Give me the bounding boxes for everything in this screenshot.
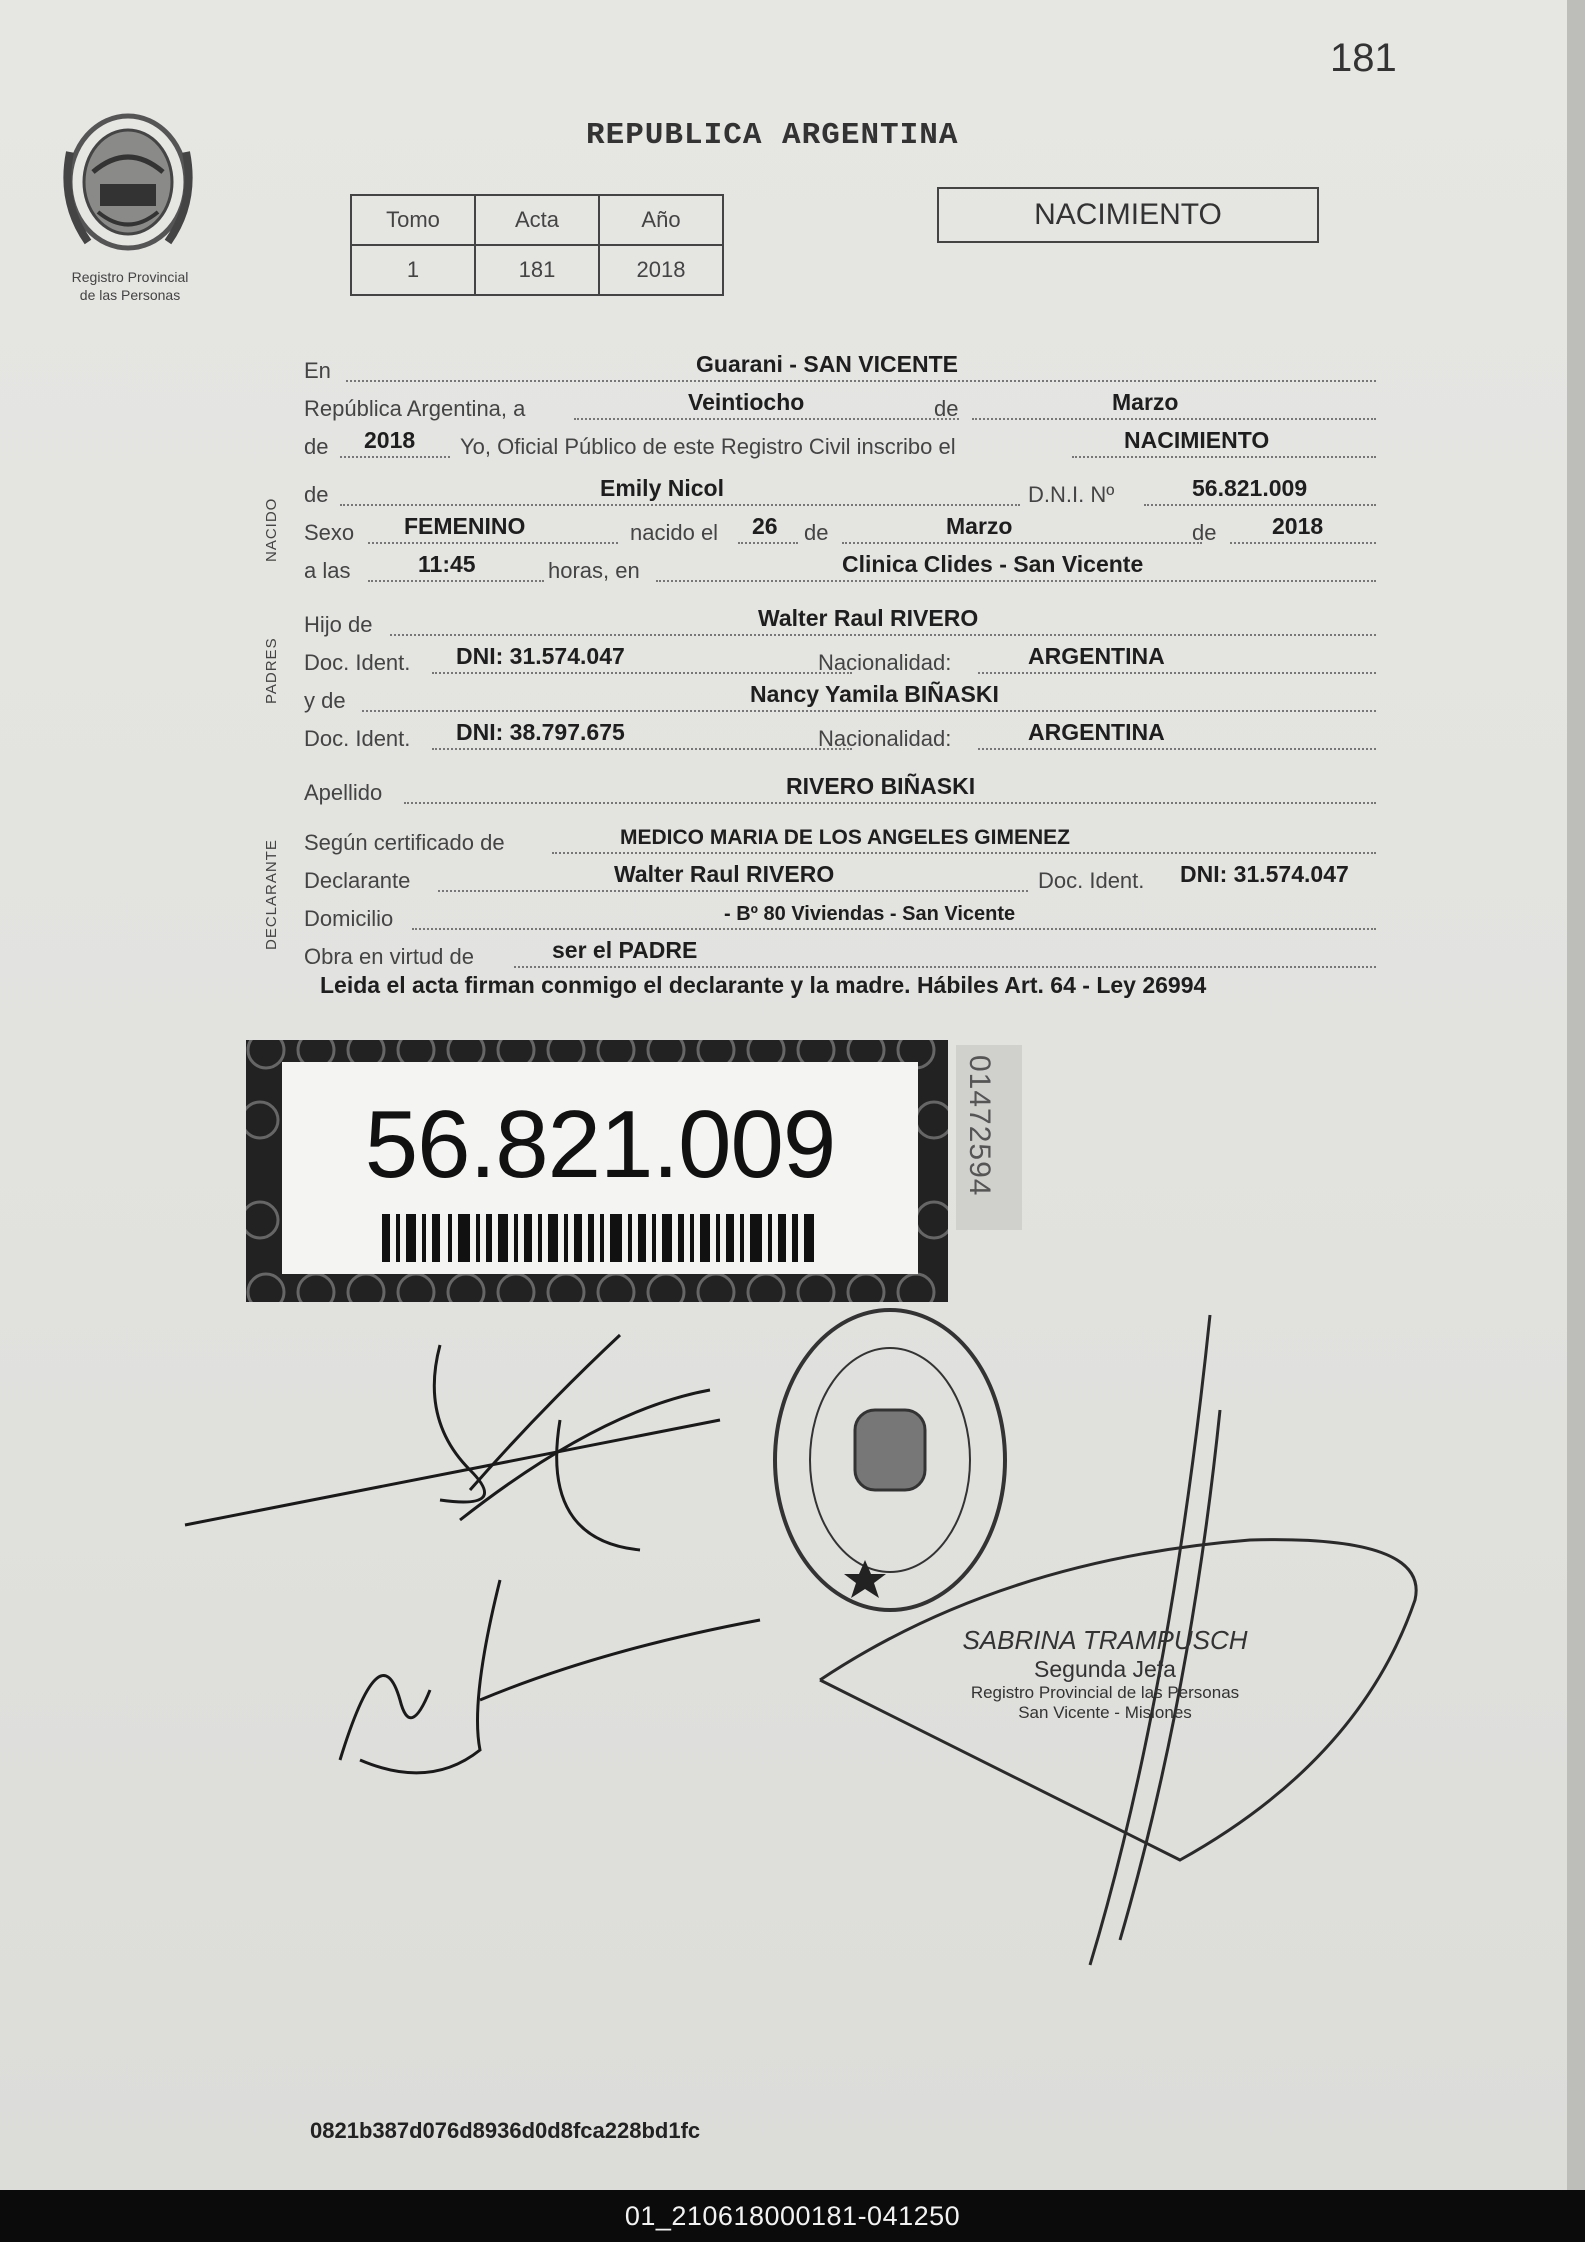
row-place: En Guarani - SAN VICENTE (304, 356, 1379, 386)
official-office: Registro Provincial de las Personas (970, 1683, 1240, 1702)
birth-time-value: 11:45 (418, 551, 476, 577)
child-name-value: Emily Nicol (600, 475, 724, 501)
record-type-box: NACIMIENTO (937, 187, 1319, 243)
declarant-value: Walter Raul RIVERO (614, 861, 835, 887)
mother-signature (340, 1580, 760, 1773)
seal-caption: Registro Provincial de las Personas (71, 269, 189, 303)
birth-month-value: Marzo (946, 513, 1013, 539)
footer-filename: 01_210618000181-041250 (0, 2190, 1585, 2242)
inscribe-type-value: NACIMIENTO (1124, 427, 1270, 453)
row-declarant: Declarante Walter Raul RIVERO Doc. Ident. DNI: 31.574.047 (304, 861, 1349, 893)
row-father-doc: Doc. Ident. DNI: 31.574.047 Nacionalidad: ARGENTINA (304, 648, 1379, 678)
declarant-doc-value: DNI: 31.574.047 (1180, 861, 1349, 887)
closing-text: Leida el acta firman conmigo el declarante y la madre. Hábiles Art. 64 - Ley 26994 (320, 972, 1207, 998)
document-hash: 0821b387d076d8936d0d8fca228bd1fc (310, 2118, 701, 2143)
row-address: Domicilio - Bº 80 Viviendas - San Vicente (304, 904, 1379, 934)
row-surname: Apellido RIVERO BIÑASKI (304, 778, 1379, 808)
mother-nationality-value: ARGENTINA (1028, 719, 1165, 745)
day-words-value: Veintiocho (688, 389, 805, 415)
father-name-value: Walter Raul RIVERO (758, 605, 979, 631)
official-signature-block (940, 1625, 1270, 1723)
document-title: REPUBLICA ARGENTINA (586, 118, 959, 153)
value-ano: 2018 (599, 245, 723, 295)
father-nationality-value: ARGENTINA (1028, 643, 1165, 669)
year-value: 2018 (364, 427, 416, 453)
side-label-born: NACIDO (263, 497, 280, 562)
row-year: de 2018 Yo, Oficial Público de este Registro Civil inscribo el NACIMIENTO (304, 432, 1379, 462)
side-label-declarant: DECLARANTE (263, 839, 280, 950)
birth-year-value: 2018 (1272, 513, 1324, 539)
father-doc-value: DNI: 31.574.047 (456, 643, 625, 669)
header-tomo: Tomo (351, 195, 475, 245)
sex-value: FEMENINO (404, 513, 526, 539)
side-label-parents: PADRES (263, 637, 280, 704)
address-value: - Bº 80 Viviendas - San Vicente (724, 903, 1016, 925)
row-time-place: a las 11:45 horas, en Clinica Clides - San Vicente (304, 556, 1379, 586)
mother-name-value: Nancy Yamila BIÑASKI (750, 681, 999, 707)
header-ano: Año (599, 195, 723, 245)
child-dni-value: 56.821.009 (1192, 475, 1308, 501)
page-number: 181 (1330, 36, 1397, 80)
birth-place-value: Clinica Clides - San Vicente (842, 551, 1144, 577)
certificate-value: MEDICO MARIA DE LOS ANGELES GIMENEZ (620, 826, 1070, 849)
header-acta: Acta (475, 195, 599, 245)
row-name: de Emily Nicol D.N.I. Nº 56.821.009 (304, 480, 1379, 510)
official-office-city: San Vicente - Misiones (1018, 1703, 1192, 1722)
row-capacity: Obra en virtud de ser el PADRE (304, 942, 1379, 972)
birth-day-value: 26 (752, 513, 778, 539)
month-value: Marzo (1112, 389, 1179, 415)
official-role: Segunda Jefa (1034, 1656, 1176, 1682)
serial-number: 01472594 (963, 1055, 996, 1197)
mother-doc-value: DNI: 38.797.675 (456, 719, 625, 745)
surname-value: RIVERO BIÑASKI (786, 773, 976, 799)
capacity-value: ser el PADRE (552, 937, 698, 963)
declarant-signature (185, 1335, 720, 1550)
value-tomo: 1 (351, 245, 475, 295)
row-mother: y de Nancy Yamila BIÑASKI (304, 686, 1379, 716)
value-acta: 181 (475, 245, 599, 295)
row-sex: Sexo FEMENINO nacido el 26 de Marzo de 2018 (304, 518, 1379, 548)
row-mother-doc: Doc. Ident. DNI: 38.797.675 Nacionalidad: ARGENTINA (304, 724, 1379, 754)
place-value: Guarani - SAN VICENTE (696, 351, 958, 377)
row-certificate: Según certificado de MEDICO MARIA DE LOS ANGELES GIMENEZ (304, 828, 1379, 858)
official-round-stamp (775, 1310, 1005, 1610)
row-date: República Argentina, a Veintiocho de Marzo (304, 394, 1379, 424)
row-father: Hijo de Walter Raul RIVERO (304, 610, 1379, 640)
official-name: SABRINA TRAMPUSCH (962, 1625, 1248, 1655)
sticker-dni-number: 56.821.009 (364, 1091, 836, 1198)
